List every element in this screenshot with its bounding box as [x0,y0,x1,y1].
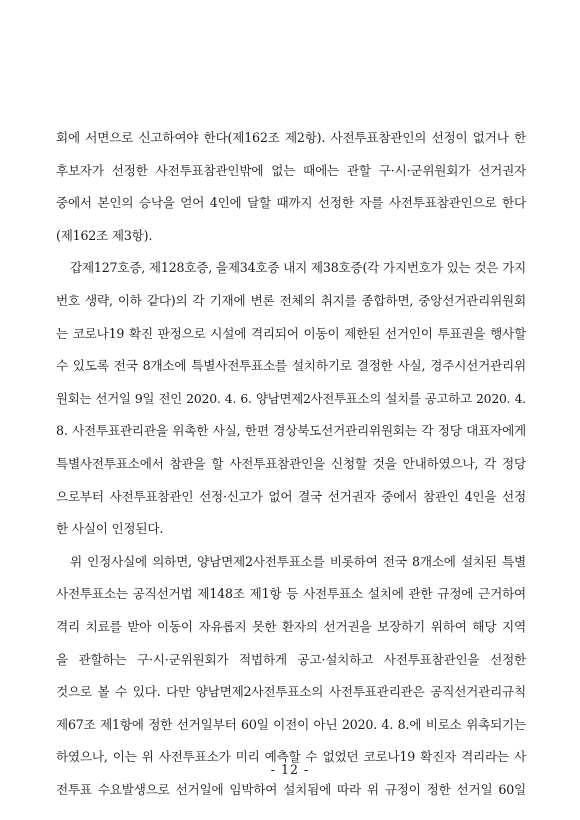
text-line: 특별사전투표소에서 참관을 할 사전투표참관인을 신청할 것을 안내하였으나, 각 정당 [56,455,526,471]
page-number: - 12 - [270,762,310,777]
text-line: 회에 서면으로 신고하여야 한다(제162조 제2항). 사전투표참관인의 선정이 없거나 한 [56,130,526,145]
text-line: 위 인정사실에 의하면, 양남면제2사전투표소를 비롯하여 전국 8개소에 설치된 특별 [70,553,526,569]
body-text [56,122,526,806]
text-line: 8. 사전투표관리관을 위촉한 사실, 한편 경상북도선거관리위원회는 각 정당 대표자에게 [56,423,526,439]
text-line: 번호 생략, 이하 같다)의 각 기재에 변론 전체의 취지를 종합하면, 중앙선거관리위원회 [56,292,526,308]
text-line: 격리 치료를 받아 이동이 자유롭지 못한 환자의 선거권을 보장하기 위하여 해당 지역 [56,618,526,634]
text-line: 으로부터 사전투표참관인 선정·신고가 없어 결국 선거권자 중에서 참관인 4인을 선정 [56,488,526,504]
text-line: 전투표 수요발생으로 선거일에 임박하여 설치됨에 따라 위 규정이 정한 선거일 60일 [56,781,526,797]
text-line: 하였으나, 이는 위 사전투표소가 미리 예측할 수 없었던 코로나19 확진자 격리라는 사 [56,749,526,765]
text-line: 는 코로나19 확진 판정으로 시설에 격리되어 이동이 제한된 선거인이 투표권을 행사할 [56,325,526,341]
text-line: 원회는 선거일 9일 전인 2020. 4. 6. 양남면제2사전투표소의 설치를 공고하고 2020. 4. [56,391,526,406]
text-line: (제162조 제3항). [56,227,153,243]
text-line: 을 관할하는 구·시·군위원회가 적법하게 공고·설치하고 사전투표참관인을 선정한 [56,651,526,667]
text-line: 갑제127호증, 제128호증, 을제34호증 내지 제38호증(각 가지번호가 있는 것은 가지 [70,260,526,276]
text-line: 것으로 볼 수 있다. 다만 양남면제2사전투표소의 사전투표관리관은 공직선거관리규칙 [56,684,526,700]
text-line: 한 사실이 인정된다. [56,521,164,537]
text-line: 수 있도록 전국 8개소에 특별사전투표소를 설치하기로 결정한 사실, 경주시선거관리위 [56,358,526,374]
text-line: 제67조 제1항에 정한 선거일부터 60일 이전이 아닌 2020. 4. 8.에 비로소 위촉되기는 [56,716,526,732]
text-line: 사전투표소는 공직선거법 제148조 제1항 등 사전투표소 설치에 관한 규정에 근거하여 [56,586,526,602]
text-line: 중에서 본인의 승낙을 얻어 4인에 달할 때까지 선정한 자를 사전투표참관인으로 한다 [56,195,526,211]
text-line: 후보자가 선정한 사전투표참관인밖에 없는 때에는 관할 구·시·군위원회가 선거권자 [56,162,526,178]
